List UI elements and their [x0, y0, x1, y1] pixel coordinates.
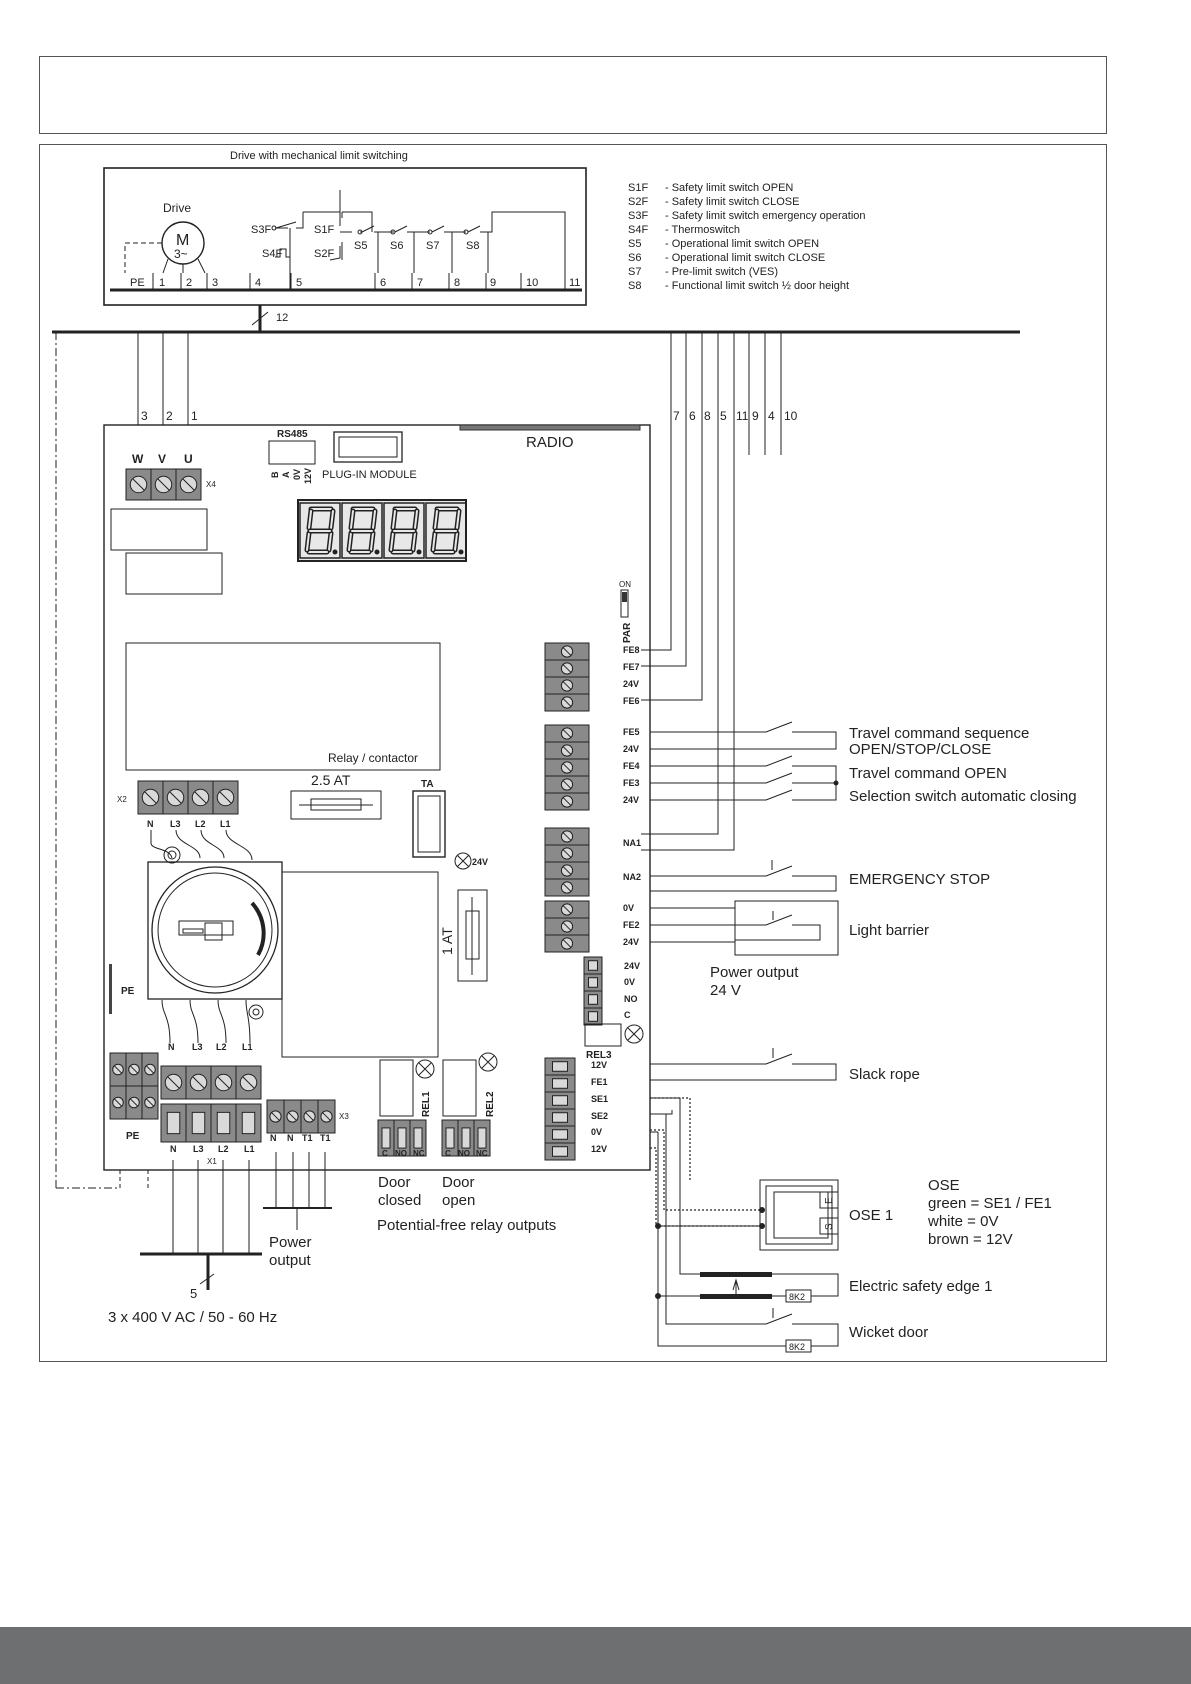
motor-terminal-w: W [132, 452, 144, 466]
x2-terminal-l3: L3 [170, 819, 181, 829]
rs485-pin-a: A [281, 471, 291, 478]
terminal-block-pe [110, 1053, 158, 1119]
door-closed-label-2: closed [378, 1192, 422, 1209]
ose-s-label: S [824, 1223, 835, 1230]
x1-terminal-n: N [170, 1144, 177, 1154]
drive-terminal-3: 3 [212, 277, 219, 289]
x1-top-l3: L3 [192, 1042, 203, 1052]
pe-block-label: PE [126, 1131, 140, 1142]
door-closed-label: Door [378, 1174, 411, 1191]
terminal-0v: 0V [623, 903, 635, 913]
relay-rel1 [380, 1060, 413, 1116]
wire-number: 10 [784, 409, 798, 423]
emergency-stop-label: EMERGENCY STOP [849, 871, 991, 888]
relay-rel3 [585, 1024, 621, 1046]
resistor-label: 8K2 [789, 1292, 806, 1302]
rel1-label: REL1 [421, 1091, 432, 1117]
clamp-icon [446, 1128, 454, 1148]
legend-text: - Functional limit switch ½ door height [665, 280, 850, 292]
plugin-module-label: PLUG-IN MODULE [322, 469, 417, 481]
cable-5-label: 5 [190, 1286, 198, 1301]
x1-terminal-l1: L1 [244, 1144, 255, 1154]
seven-segment-display [298, 500, 466, 561]
legend-text: - Safety limit switch emergency operation [665, 210, 866, 222]
fuse-1-label: 1 AT [439, 927, 455, 955]
x1-top-l2: L2 [216, 1042, 227, 1052]
resistor-label: 8K2 [789, 1342, 806, 1352]
external-wiring [650, 722, 838, 1346]
rs485-label: RS485 [277, 429, 308, 440]
legend-text: - Thermoswitch [665, 224, 740, 236]
legend-code: S6 [628, 252, 642, 264]
clamp-icon [589, 978, 598, 988]
legend-code: S2F [628, 196, 649, 208]
drive-terminal-4: 4 [255, 277, 262, 289]
drive-terminal-11: 11 [569, 277, 581, 289]
legend-text: - Operational limit switch CLOSE [665, 252, 826, 264]
fuse-2-5-label: 2.5 AT [311, 772, 351, 788]
drive-terminal-7: 7 [417, 277, 424, 289]
legend-code: S5 [628, 238, 642, 250]
ose-e-label: E [824, 1197, 835, 1204]
junction-dot [655, 1207, 765, 1299]
terminal-fe3: FE3 [623, 778, 640, 788]
terminal-block-x3 [267, 1100, 335, 1133]
switch-s8: S8 [466, 240, 480, 252]
rel3-label: REL3 [586, 1050, 612, 1061]
clamp-icon [589, 1012, 598, 1022]
clamp-icon [553, 1130, 568, 1140]
control-board [104, 425, 650, 1170]
x1-label: X1 [207, 1157, 217, 1166]
x1-top-l1: L1 [242, 1042, 253, 1052]
rel1-pin-nc: NC [413, 1149, 425, 1158]
x3-terminal-t1: T1 [320, 1133, 331, 1143]
drive-label: Drive [163, 201, 192, 215]
clamp-icon [167, 1112, 180, 1133]
travel-sequence-label-2: OPEN/STOP/CLOSE [849, 741, 992, 758]
switch-s5: S5 [354, 240, 368, 252]
power-output-label: Power [269, 1234, 312, 1251]
clamp-icon [553, 1113, 568, 1123]
rel3-terminal: 24V [624, 961, 641, 971]
legend-code: S7 [628, 266, 642, 278]
relay-rel2 [443, 1060, 476, 1116]
switch-s4f: S4F [262, 248, 283, 260]
legend-text: - Safety limit switch OPEN [665, 182, 794, 194]
component-rect [126, 553, 222, 594]
clamp-icon [553, 1147, 568, 1157]
rel2-pin-c: C [445, 1149, 451, 1158]
legend-text: - Safety limit switch CLOSE [665, 196, 800, 208]
ose-1-label: OSE 1 [849, 1207, 894, 1224]
ose-title: OSE [928, 1177, 960, 1194]
wire-number: 3 [141, 409, 148, 423]
clamp-icon [553, 1096, 568, 1106]
legend-text: - Pre-limit switch (VES) [665, 266, 779, 278]
clamp-icon [414, 1128, 422, 1148]
rs485-pin-12v: 12V [303, 467, 313, 484]
terminal-fe5: FE5 [623, 727, 640, 737]
terminal-24v: 24V [623, 795, 640, 805]
lamp-24v-label: 24V [472, 857, 489, 867]
terminal-24v: 24V [623, 744, 640, 754]
terminal-na1: NA1 [623, 838, 642, 848]
motor-phase: 3~ [174, 247, 188, 261]
ta-label: TA [421, 779, 434, 790]
right-terminal-blocks [545, 643, 589, 1160]
drive-terminal-pe: PE [130, 277, 145, 289]
door-open-label: Door [442, 1174, 475, 1191]
slack-rope-label: Slack rope [849, 1066, 920, 1083]
ose-brown: brown = 12V [928, 1231, 1013, 1248]
ose-green: green = SE1 / FE1 [928, 1195, 1052, 1212]
clamp-icon [217, 1112, 230, 1133]
legend-code: S8 [628, 280, 642, 292]
x2-label: X2 [117, 795, 127, 804]
terminal-block-x2 [138, 781, 238, 814]
auto-close-label: Selection switch automatic closing [849, 788, 1077, 805]
rel3-terminal: 0V [624, 977, 636, 987]
clamp-icon [589, 961, 598, 971]
wicket-door-label: Wicket door [849, 1324, 929, 1341]
ose-dotted-wiring [650, 1098, 762, 1226]
terminal-fe8: FE8 [623, 645, 640, 655]
relay-contactor-label: Relay / contactor [328, 751, 419, 765]
light-barrier-label: Light barrier [849, 922, 930, 939]
clamp-icon [462, 1128, 470, 1148]
rs485-pin-0v: 0V [292, 468, 302, 480]
wire-number: 1 [191, 409, 198, 423]
terminal-0v: 0V [591, 1127, 603, 1137]
switch-s3f: S3F [251, 224, 272, 236]
x3-terminal-n: N [270, 1133, 277, 1143]
on-label: ON [619, 580, 631, 589]
x1-top-n: N [168, 1042, 175, 1052]
mains-supply [140, 1152, 332, 1290]
footer-bar [0, 1627, 1191, 1684]
x2-terminal-l2: L2 [195, 819, 206, 829]
door-open-label-2: open [442, 1192, 476, 1209]
motor-letter: M [176, 232, 190, 249]
wire-number: 5 [720, 409, 727, 423]
lamp-icon [625, 1025, 643, 1043]
travel-open-label: Travel command OPEN [849, 765, 1007, 782]
clamp-icon [398, 1128, 406, 1148]
terminal-12v: 12V [591, 1060, 608, 1070]
x4-label: X4 [206, 480, 216, 489]
clamp-icon [553, 1079, 568, 1089]
rel2-pin-no: NO [458, 1149, 470, 1158]
component-rect [111, 509, 207, 550]
rel3-terminal: NO [624, 994, 638, 1004]
rs485-pin-b: B [270, 471, 280, 478]
switch-s7: S7 [426, 240, 440, 252]
rel1-pin-no: NO [395, 1149, 407, 1158]
clamp-icon [242, 1112, 255, 1133]
wire-number: 6 [689, 409, 696, 423]
clamp-icon [553, 1062, 568, 1072]
relay-outputs-label: Potential-free relay outputs [377, 1217, 557, 1234]
terminal-fe6: FE6 [623, 696, 640, 706]
terminal-block-x1 [161, 1066, 261, 1142]
cable-12-label: 12 [276, 312, 289, 324]
terminal-fe2: FE2 [623, 920, 640, 930]
radio-label: RADIO [526, 434, 574, 451]
clamp-icon [589, 995, 598, 1005]
drive-terminal-9: 9 [490, 277, 497, 289]
terminal-fe4: FE4 [623, 761, 640, 771]
terminal-na2: NA2 [623, 872, 642, 882]
drive-box-title: Drive with mechanical limit switching [230, 150, 408, 162]
x3-terminal-t1: T1 [302, 1133, 313, 1143]
transformer [282, 872, 438, 1057]
wire-number: 7 [673, 409, 680, 423]
x1-terminal-l2: L2 [218, 1144, 229, 1154]
switch-legend [628, 182, 866, 292]
safety-edge [700, 1272, 838, 1302]
terminal-block-x4 [126, 469, 201, 500]
drive-terminal-8: 8 [454, 277, 461, 289]
supply-label: 3 x 400 V AC / 50 - 60 Hz [108, 1309, 278, 1326]
terminal-24v: 24V [623, 679, 640, 689]
wire-number: 4 [768, 409, 775, 423]
terminal-24v: 24V [623, 937, 640, 947]
terminal-fe1: FE1 [591, 1077, 608, 1087]
rel2-label: REL2 [485, 1091, 496, 1117]
drive-terminal-1: 1 [159, 277, 166, 289]
power-output-24-label-2: 24 V [710, 982, 741, 999]
legend-code: S4F [628, 224, 649, 236]
x3-label: X3 [339, 1112, 349, 1121]
lamp-icon [455, 853, 471, 869]
pe-side-label: PE [121, 986, 135, 997]
terminal-fe7: FE7 [623, 662, 640, 672]
power-output-label-2: output [269, 1252, 311, 1269]
switch-s6: S6 [390, 240, 404, 252]
legend-text: - Operational limit switch OPEN [665, 238, 820, 250]
wire-number: 9 [752, 409, 759, 423]
par-label: PAR [622, 622, 633, 643]
power-output-24-label: Power output [710, 964, 799, 981]
legend-code: S3F [628, 210, 649, 222]
drive-terminal-6: 6 [380, 277, 387, 289]
motor-terminal-u: U [184, 452, 193, 466]
terminal-se1: SE1 [591, 1094, 609, 1104]
clamp-icon [382, 1128, 390, 1148]
wire-number: 8 [704, 409, 711, 423]
safety-edge-label: Electric safety edge 1 [849, 1278, 993, 1295]
drive-terminal-10: 10 [526, 277, 539, 289]
x2-terminal-n: N [147, 819, 154, 829]
legend-code: S1F [628, 182, 649, 194]
terminal-block-rel3 [584, 957, 602, 1025]
drive-terminal-2: 2 [186, 277, 193, 289]
switch-s1f: S1F [314, 224, 335, 236]
ose-sensor [760, 1180, 838, 1250]
clamp-icon [478, 1128, 486, 1148]
drive-terminal-5: 5 [296, 277, 303, 289]
terminal-se2: SE2 [591, 1111, 609, 1121]
rel1-pin-c: C [382, 1149, 388, 1158]
drive-box [104, 150, 586, 305]
wire-number: 11 [736, 409, 749, 423]
wire-number: 2 [166, 409, 173, 423]
ose-white: white = 0V [928, 1213, 999, 1230]
switch-s2f: S2F [314, 248, 335, 260]
clamp-icon [192, 1112, 205, 1133]
terminal-12v: 12V [591, 1144, 608, 1154]
rel3-terminal: C [624, 1010, 631, 1020]
travel-sequence-label: Travel command sequence [849, 725, 1030, 742]
x3-terminal-n: N [287, 1133, 294, 1143]
motor-terminal-v: V [158, 452, 167, 466]
rel2-pin-nc: NC [476, 1149, 488, 1158]
x2-terminal-l1: L1 [220, 819, 231, 829]
main-switch [148, 830, 282, 1043]
x1-terminal-l3: L3 [193, 1144, 204, 1154]
